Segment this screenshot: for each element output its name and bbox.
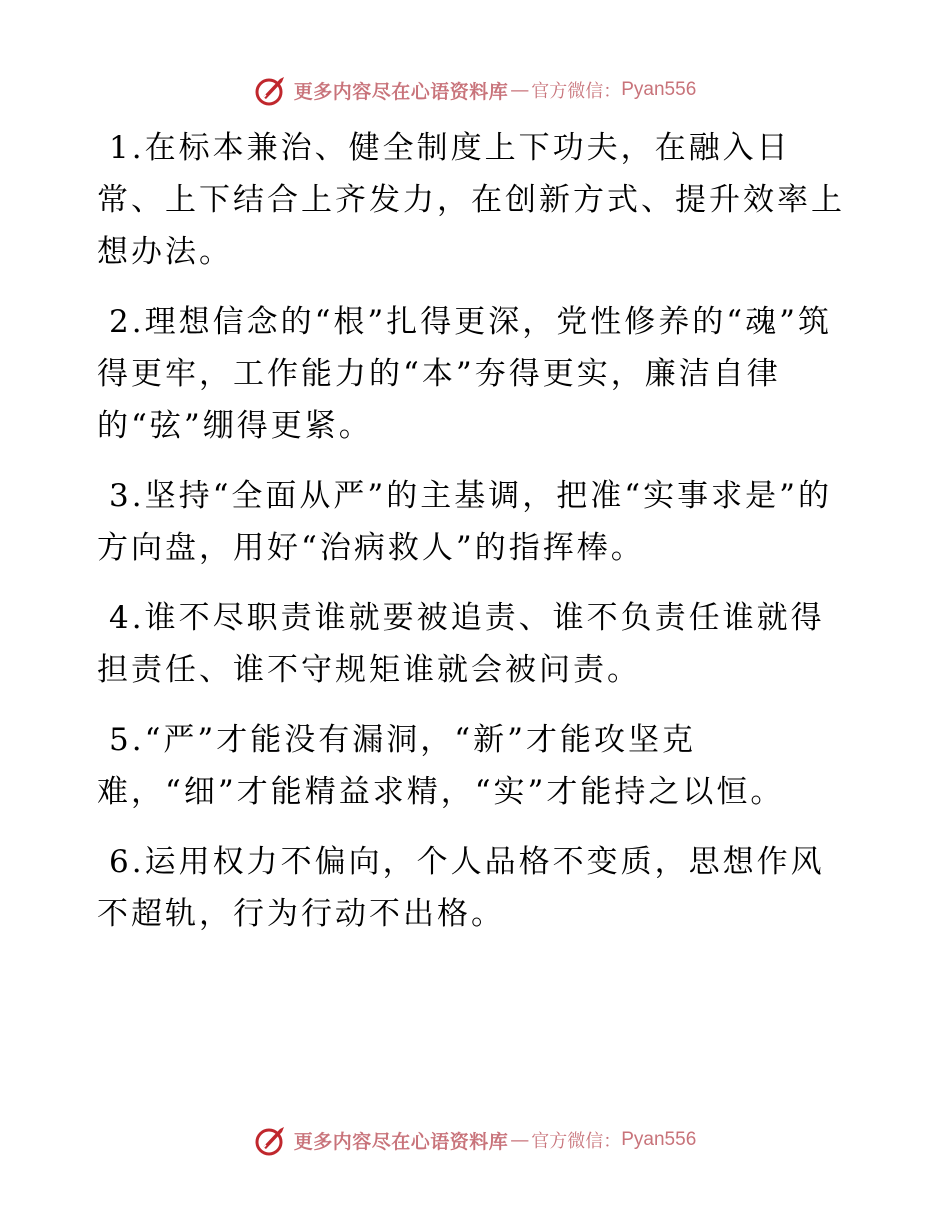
item-text: 坚持“全面从严”的主基调，把准“实事求是”的方向盘，用好“治病救人”的指挥棒。 [97,478,832,566]
footer-banner [0,1120,950,1160]
banner-separator: — [510,1129,530,1151]
list-item-3 [97,470,857,574]
item-number: 6. [109,844,145,880]
item-number: 2. [109,304,145,340]
list-item-2 [97,296,857,452]
banner-separator: — [510,79,530,101]
item-number: 3. [109,478,145,514]
list-item-6 [97,836,857,940]
item-text: 在标本兼治、健全制度上下功夫，在融入日常、上下结合上齐发力，在创新方式、提升效率上想办法。 [97,130,845,270]
item-text: 谁不尽职责谁就要被追责、谁不负责任谁就得担责任、谁不守规矩谁就会被问责。 [97,600,825,688]
document-body [97,122,857,958]
banner-main-text: 更多内容尽在心语资料库 [293,80,509,103]
header-banner [0,70,950,110]
list-item-1 [97,122,857,278]
item-text: 运用权力不偏向，个人品格不变质，思想作风不超轨，行为行动不出格。 [97,844,825,932]
banner-wechat-id: Pyan556 [621,79,697,100]
banner-wechat-label: 官方微信： [531,81,622,102]
item-number: 4. [109,600,145,636]
quill-logo-icon [254,73,288,107]
item-number: 5. [109,722,145,758]
item-text: “严”才能没有漏洞，“新”才能攻坚克难，“细”才能精益求精，“实”才能持之以恒。 [97,722,785,810]
quill-logo-icon [254,1123,288,1157]
banner-wechat-label: 官方微信： [531,1131,622,1152]
item-number: 1. [109,130,145,166]
banner-main-text: 更多内容尽在心语资料库 [293,1130,509,1153]
list-item-5 [97,714,857,818]
banner-wechat-id: Pyan556 [621,1129,697,1150]
item-text: 理想信念的“根”扎得更深，党性修养的“魂”筑得更牢，工作能力的“本”夯得更实，廉洁自律的“弦”绷得更紧。 [97,304,832,444]
list-item-4 [97,592,857,696]
